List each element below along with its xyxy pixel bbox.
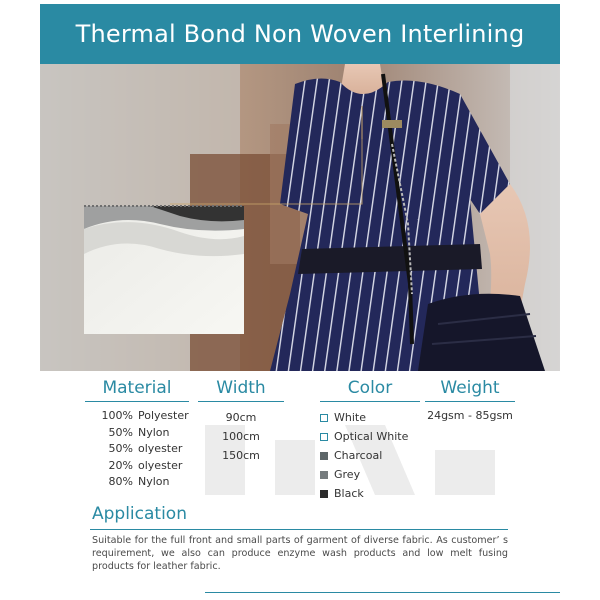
material-row: 50% Nylon: [108, 425, 170, 439]
application-text: Suitable for the full front and small parts of garment of diverse fabric. As customer’ s requirement, we also can produce enzyme wash products and low melt fusing products for leather fabric.: [92, 535, 508, 572]
width-column: [198, 378, 284, 465]
black-swatch-icon: [320, 490, 328, 498]
page-title: Thermal Bond Non Woven Interlining: [75, 20, 525, 48]
weight-heading: Weight: [425, 378, 515, 402]
material-column: [85, 378, 189, 491]
material-row: 100% Polyester: [101, 409, 189, 422]
spec-table: [80, 378, 520, 508]
optical-white-swatch-icon: [320, 433, 328, 441]
material-row: 20% olyester: [108, 458, 183, 472]
bottom-divider: [205, 592, 560, 593]
charcoal-swatch-icon: [320, 452, 328, 460]
color-row-optical-white: Optical White: [320, 427, 420, 446]
width-heading: Width: [198, 378, 284, 402]
application-heading: Application: [92, 504, 187, 524]
weight-column: [425, 378, 515, 425]
material-row: 80% Nylon: [108, 475, 170, 488]
material-row: 50% olyester: [108, 442, 183, 455]
color-row-white: White: [320, 408, 420, 427]
width-row: 90cm: [225, 411, 257, 424]
weight-row: 24gsm - 85gsm: [427, 409, 513, 422]
title-banner: [40, 4, 560, 64]
width-row: 150cm: [222, 449, 260, 462]
color-row-black: Black: [320, 484, 420, 503]
grey-swatch-icon: [320, 471, 328, 479]
color-row-grey: Grey: [320, 465, 420, 484]
white-swatch-icon: [320, 414, 328, 422]
material-heading: Material: [85, 378, 189, 402]
product-photo: [40, 64, 560, 371]
color-row-charcoal: Charcoal: [320, 446, 420, 465]
color-column: [320, 378, 420, 503]
color-heading: Color: [320, 378, 420, 402]
width-row: 100cm: [222, 430, 260, 443]
application-divider: [90, 529, 508, 530]
